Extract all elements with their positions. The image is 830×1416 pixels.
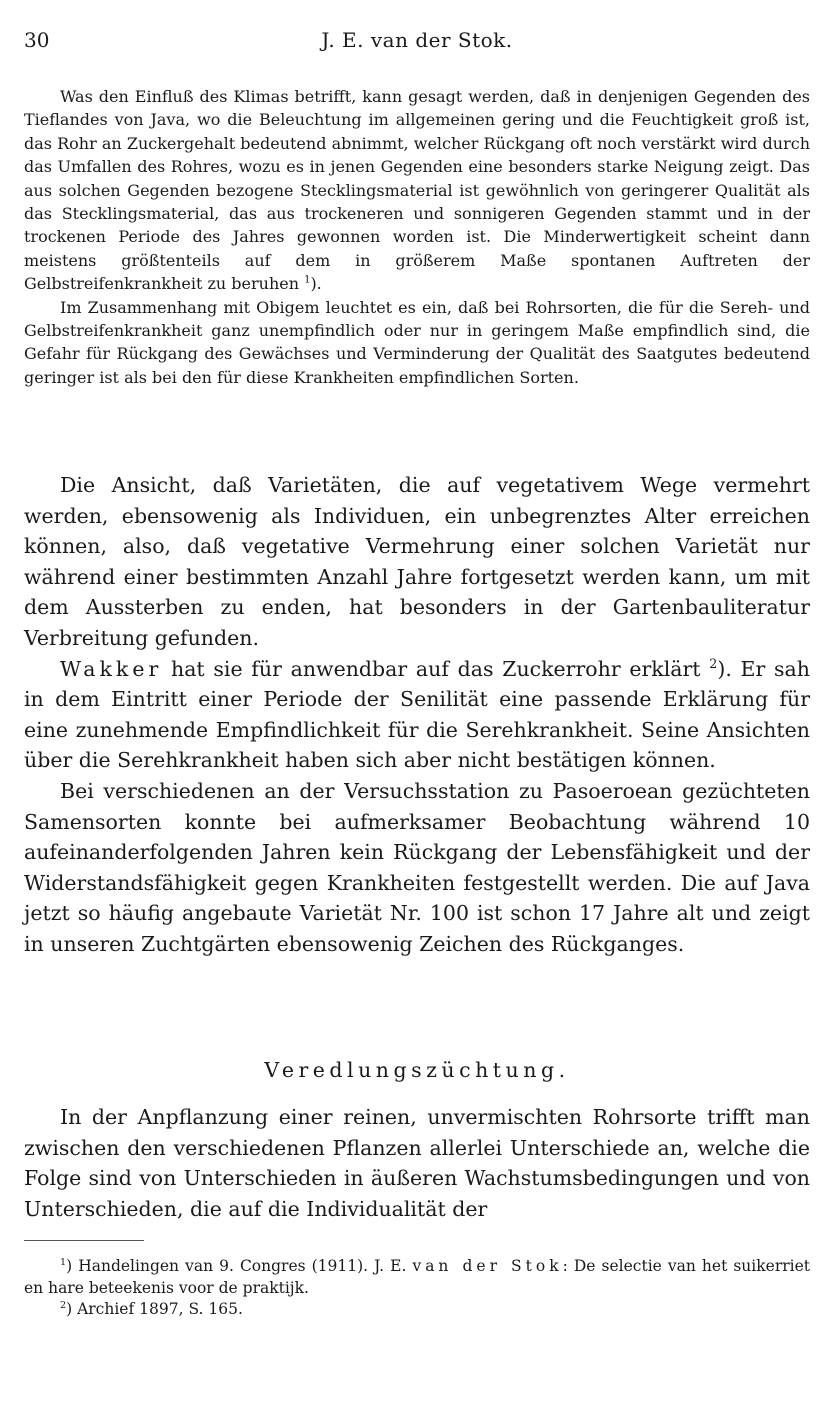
main-text-section: [24, 470, 810, 960]
paragraph-vegetative-propagation: Die Ansicht, daß Varietäten, die auf vegetativem Wege vermehrt werden, ebensowenig als Individuen, ein unbegrenztes Alter erreichen können, also, daß vegetative Vermehrung einer solchen Varietät nur während einer bestimmten Anzahl Jahre fortgesetzt werden kann, um mit dem Aussterben zu enden, hat besonders in der Gartenbauliteratur Verbreitung gefunden.: [24, 473, 810, 650]
page-number: 30: [24, 28, 50, 52]
footnote-ref-1: 1: [304, 274, 311, 286]
paragraph-pasoeroean: Bei verschiedenen an der Versuchsstation zu Pasoeroean gezüchteten Samensorten konnte bei aufmerksamer Beobachtung während 10 aufeinanderfolgenden Jahren kein Rückgang der Lebensfähigkeit und der Widerstandsfähigkeit gegen Krankheiten festgestellt werden. Die auf Java jetzt so häufig angebaute Varietät Nr. 100 ist schon 17 Jahre alt und zeigt in unseren Zuchtgärten ebensowenig Zeichen des Rückganges.: [24, 778, 810, 956]
paragraph-text: Was den Einfluß des Klimas betrifft, kann gesagt werden, daß in denjenigen Gegenden des Tieflandes von Java, wo die Beleuchtung im allgemeinen gering und die Feuchtigkeit groß ist, das Rohr an Zuckergehalt bedeutend abnimmt, welcher Rückgang oft noch verstärkt wird durch das Umfallen des Rohres, wozu es in jenen Gegenden eine besonders starke Neigung zeigt. Das aus solchen Gegenden bezogene Stecklingsmaterial ist gewöhnlich von geringerer Qualität als das Stecklingsmaterial, das aus trockeneren und sonnigeren Gegenden stammt und in der trockenen Periode des Jahres gewonnen worden ist. Die Minderwertigkeit scheint dann meistens größtenteils auf dem in größerem Maße spontanen Auftreten der Gelbstreifenkrankheit zu beruhen: [24, 87, 810, 294]
paragraph-wakker: [24, 654, 810, 776]
footnote-author: van der Stok: [412, 1257, 563, 1275]
footnote-1: [24, 1256, 810, 1299]
paragraph-text-continued: ). Er sah in dem Eintritt einer Periode der Senilität eine passende Erklärung für eine zunehmende Empfindlichkeit für die Serehkrankheit. Seine Ansichten über die Serehkrankheit haben sich aber nicht bestätigen können.: [24, 656, 810, 773]
page-header: [24, 28, 810, 58]
footnote-2: [24, 1299, 810, 1321]
paragraph-resistant-varieties: Im Zusammenhang mit Obigem leuchtet es ein, daß bei Rohrsorten, die für die Sereh- und Gelbstreifenkrankheit ganz unempfindlich oder nur in geringem Maße empfindlich sind, die Gefahr für Rückgang des Gewächses und Verminderung der Qualität des Saatgutes bedeutend geringer ist als bei den für diese Krankheiten empfindlichen Sorten.: [24, 297, 810, 387]
footnote-text-continued: : De selectie van het suikerriet en hare beteekenis voor de praktijk.: [24, 1257, 810, 1297]
paragraph-pure-plantation: In der Anpflanzung einer reinen, unvermischten Rohrsorte trifft man zwischen den verschiedenen Pflanzen allerlei Unterschiede an, welche die Folge sind von Unterschieden in äußeren Wachstumsbedingungen und von Unterschieden, die auf die Individualität der: [24, 1105, 810, 1221]
footnote-divider: [24, 1240, 144, 1241]
footnote-ref-2: 2: [709, 655, 718, 671]
footnote-mark-2: 2: [60, 1299, 67, 1311]
running-head: J. E. van der Stok.: [321, 28, 513, 52]
author-name-wakker: Wakker: [60, 656, 163, 681]
section-text: [24, 1102, 810, 1224]
paragraph-text: hat sie für anwendbar auf das Zuckerrohr erklärt: [162, 656, 701, 681]
footnotes: [24, 1256, 810, 1321]
paragraph-climate-influence: [24, 85, 810, 296]
section-heading: Veredlungszüchtung.: [264, 1058, 570, 1082]
footnote-mark-1: 1: [60, 1256, 67, 1268]
footnote-text: ) Handelingen van 9. Congres (1911). J. E.: [66, 1257, 413, 1275]
paragraph-text-end: ).: [310, 274, 322, 294]
footnote-text: ) Archief 1897, S. 165.: [66, 1300, 243, 1318]
small-print-section: [24, 85, 810, 389]
